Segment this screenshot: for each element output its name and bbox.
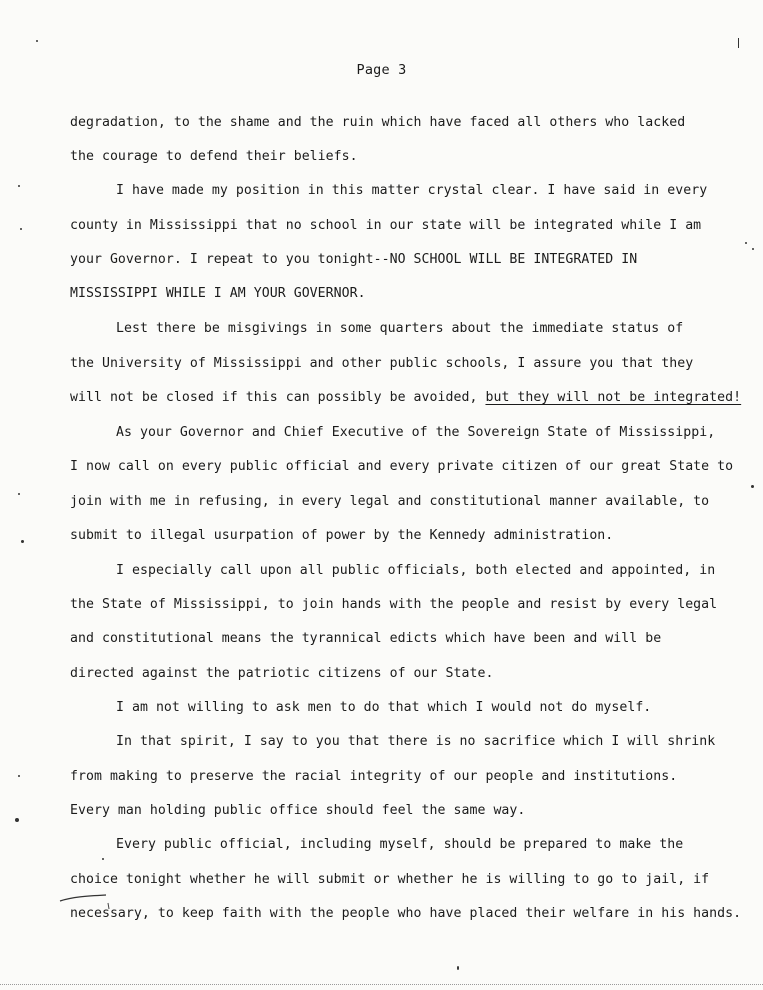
- text-line: I have made my position in this matter crystal clear. I have said in every: [116, 183, 708, 198]
- scan-speck: [18, 493, 20, 495]
- scan-speck: [102, 858, 104, 860]
- text-line: MISSISSIPPI WHILE I AM YOUR GOVERNOR.: [70, 286, 366, 301]
- scan-speck: [18, 185, 20, 187]
- text-line: the State of Mississippi, to join hands with the people and resist by every legal: [70, 597, 718, 612]
- scan-speck: [745, 242, 747, 244]
- text-line: your Governor. I repeat to you tonight--NO SCHOOL WILL BE INTEGRATED IN: [70, 252, 638, 267]
- scan-speck: [20, 228, 22, 230]
- text-line: As your Governor and Chief Executive of the Sovereign State of Mississippi,: [116, 425, 716, 440]
- scan-speck: [751, 485, 754, 488]
- scan-speck: [752, 248, 754, 250]
- text-line: the courage to defend their beliefs.: [70, 149, 358, 164]
- text-line: I now call on every public official and every private citizen of our great State to: [70, 459, 734, 474]
- text-line: I am not willing to ask men to do that which I would not do myself.: [116, 700, 652, 715]
- text-line: directed against the patriotic citizens of our State.: [70, 666, 494, 681]
- text-line: Lest there be misgivings in some quarters about the immediate status of: [116, 321, 684, 336]
- scan-speck: [36, 40, 38, 42]
- text-span: will not be closed if this can possibly be avoided,: [70, 390, 486, 405]
- text-line: choice tonight whether he will submit or whether he is willing to go to jail, if: [70, 872, 710, 887]
- underlined-emphasis: but they will not be integrated!: [485, 390, 742, 405]
- scan-edge: [0, 984, 763, 985]
- text-line: county in Mississippi that no school in our state will be integrated while I am: [70, 218, 702, 233]
- scan-speck: [738, 38, 739, 48]
- text-line: I especially call upon all public officials, both elected and appointed, in: [116, 563, 716, 578]
- page-number: Page 3: [356, 62, 407, 78]
- text-line: Every man holding public office should feel the same way.: [70, 803, 526, 818]
- scan-speck: [457, 966, 459, 970]
- text-line: from making to preserve the racial integrity of our people and institutions.: [70, 769, 678, 784]
- text-line: and constitutional means the tyrannical edicts which have been and will be: [70, 631, 662, 646]
- text-line: In that spirit, I say to you that there is no sacrifice which I will shrink: [116, 734, 716, 749]
- text-line: degradation, to the shame and the ruin which have faced all others who lacked: [70, 115, 686, 130]
- scan-speck: [18, 775, 20, 777]
- text-line: necessary, to keep faith with the people who have placed their welfare in his hands.: [70, 906, 742, 921]
- text-line: join with me in refusing, in every legal and constitutional manner available, to: [70, 494, 710, 509]
- text-line: the University of Mississippi and other public schools, I assure you that they: [70, 356, 694, 371]
- text-line: submit to illegal usurpation of power by the Kennedy administration.: [70, 528, 614, 543]
- pencil-mark: [56, 885, 116, 915]
- text-line: [70, 390, 741, 405]
- text-line: Every public official, including myself, should be prepared to make the: [116, 837, 684, 852]
- scan-speck: [21, 540, 24, 543]
- scan-speck: [15, 818, 19, 822]
